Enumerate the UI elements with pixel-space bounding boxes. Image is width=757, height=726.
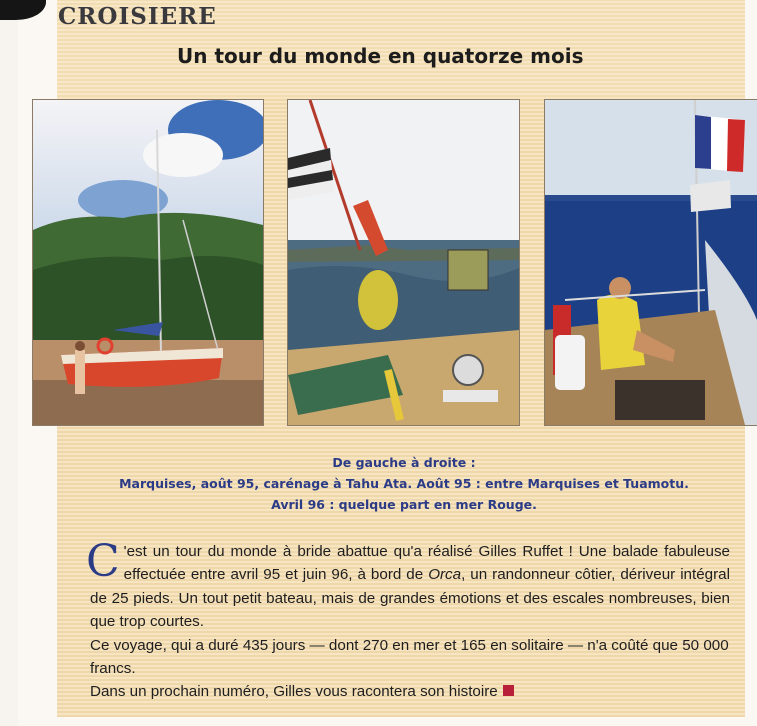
photo-caption bbox=[60, 452, 748, 515]
sailor-in-cockpit-photo bbox=[544, 99, 757, 426]
boat-name: Orca bbox=[428, 566, 462, 584]
caption-line-2: Marquises, août 95, carénage à Tahu Ata. Août 95 : entre Marquises et Tuamotu. bbox=[119, 476, 689, 491]
sailboat-careened-beach-photo bbox=[32, 99, 264, 426]
drop-cap: C bbox=[86, 536, 120, 587]
article-text bbox=[86, 536, 730, 704]
paragraph-3-text: Dans un prochain numéro, Gilles vous racontera son histoire bbox=[90, 683, 498, 701]
article-title: Un tour du monde en quatorze mois bbox=[177, 44, 584, 68]
corner-ink-blot bbox=[0, 0, 46, 20]
article-paragraph-3 bbox=[90, 680, 730, 703]
article-paragraph-2: Ce voyage, qui a duré 435 jours — dont 270 en mer et 165 en solitaire — n'a coûté que 50 000 francs. bbox=[90, 636, 729, 678]
page-margin bbox=[0, 0, 18, 726]
article-paragraph-1 bbox=[86, 536, 730, 634]
caption-line-1: De gauche à droite : bbox=[332, 455, 476, 470]
end-of-article-square-icon bbox=[503, 685, 514, 696]
section-kicker: CROISIERE bbox=[58, 3, 217, 30]
paragraph-1-start: 'est un tour du monde à bride abattue qu'a réalisé Gilles Ruffet ! Une balade fabuleuse effectuée entre avril 95 et juin 96, à bord de bbox=[123, 543, 730, 584]
paragraph-1-end: , un randonneur côtier, dériveur intégral de 25 pieds. Un tout petit bateau, mais de grandes émotions et des escales nombreuses, bien que trop courtes. bbox=[90, 566, 730, 631]
caption-line-3: Avril 96 : quelque part en mer Rouge. bbox=[271, 497, 537, 512]
sailboat-deck-at-sea-photo bbox=[287, 99, 520, 426]
